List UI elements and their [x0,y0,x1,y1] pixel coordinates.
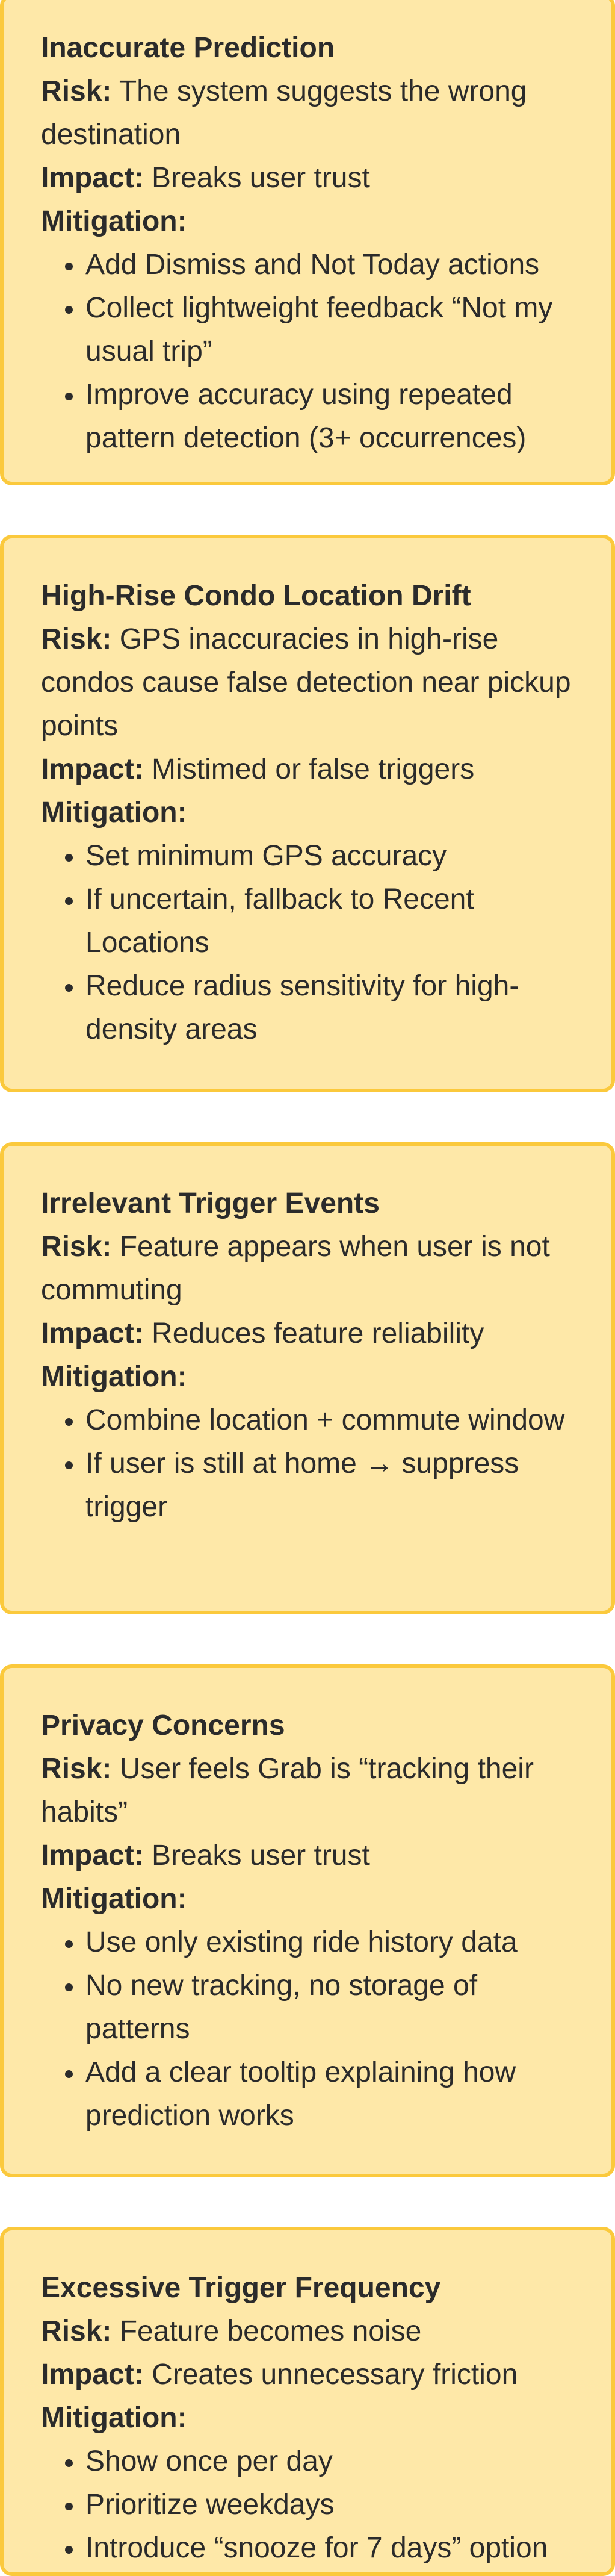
risk-line [41,1747,583,1834]
impact-line [41,157,583,200]
risk-label: Risk: [41,75,112,107]
impact-line [41,748,583,791]
mitigation-label: Mitigation: [41,797,187,829]
card-title: Excessive Trigger Frequency [41,2272,441,2304]
impact-text: Breaks user trust [152,1840,370,1871]
impact-line [41,1312,583,1355]
risk-card-condo-location-drift [0,535,615,1092]
risk-line [41,1225,583,1312]
risk-line [41,618,583,748]
mitigation-list [41,243,583,460]
mitigation-item: • Add a clear tooltip explaining how prediction works [84,2051,583,2138]
risk-label: Risk: [41,623,112,655]
mitigation-item: • No new tracking, no storage of patterns [84,1964,583,2051]
mitigation-label: Mitigation: [41,1361,187,1393]
impact-text: Breaks user trust [152,162,370,194]
risk-card-trigger-frequency [0,2227,615,2576]
mitigation-item: • Reduce radius sensitivity for high-density areas [84,965,583,1051]
impact-label: Impact: [41,1840,144,1871]
risk-card-irrelevant-trigger [0,1142,615,1614]
risk-label: Risk: [41,2315,112,2347]
mitigation-label: Mitigation: [41,205,187,237]
impact-label: Impact: [41,162,144,194]
impact-line [41,2353,583,2397]
card-title: Irrelevant Trigger Events [41,1187,380,1219]
impact-line [41,1834,583,1878]
risk-line [41,70,583,157]
impact-label: Impact: [41,2359,144,2391]
mitigation-item: • Set minimum GPS accuracy [84,835,583,878]
impact-label: Impact: [41,1318,144,1349]
mitigation-list [41,835,583,1051]
card-title: Privacy Concerns [41,1710,285,1741]
card-title: Inaccurate Prediction [41,32,335,64]
impact-text: Mistimed or false triggers [152,753,475,785]
risk-text: User feels Grab is “tracking their habits” [41,1753,534,1828]
mitigation-item: • Prioritize weekdays [84,2483,583,2527]
mitigation-item: • Collect lightweight feedback “Not my usual trip” [84,287,583,373]
risk-label: Risk: [41,1753,112,1785]
mitigation-list [41,2440,583,2570]
risk-label: Risk: [41,1231,112,1263]
mitigation-item: • Add Dismiss and Not Today actions [84,243,583,287]
risk-text: Feature becomes noise [119,2315,422,2347]
impact-text: Creates unnecessary friction [152,2359,518,2391]
risk-text: Feature appears when user is not commuting [41,1231,550,1306]
mitigation-item: • Introduce “snooze for 7 days” option [84,2527,583,2570]
mitigation-item: • Use only existing ride history data [84,1921,583,1964]
card-title: High-Rise Condo Location Drift [41,580,471,612]
mitigation-list [41,1921,583,2138]
mitigation-label: Mitigation: [41,2402,187,2434]
mitigation-item: • Improve accuracy using repeated pattern detection (3+ occurrences) [84,373,583,460]
risk-line [41,2310,583,2353]
mitigation-item: • Combine location + commute window [84,1399,583,1442]
risk-text: GPS inaccuracies in high-rise condos cause false detection near pickup points [41,623,571,742]
mitigation-list [41,1399,583,1529]
risk-card-inaccurate-prediction [0,0,615,485]
impact-text: Reduces feature reliability [152,1318,484,1349]
impact-label: Impact: [41,753,144,785]
mitigation-item: • If user is still at home → suppress trigger [84,1442,583,1529]
risk-card-privacy-concerns [0,1664,615,2177]
mitigation-item: • If uncertain, fallback to Recent Locations [84,878,583,965]
mitigation-item: • Show once per day [84,2440,583,2483]
risk-text: The system suggests the wrong destination [41,75,527,151]
mitigation-label: Mitigation: [41,1883,187,1915]
